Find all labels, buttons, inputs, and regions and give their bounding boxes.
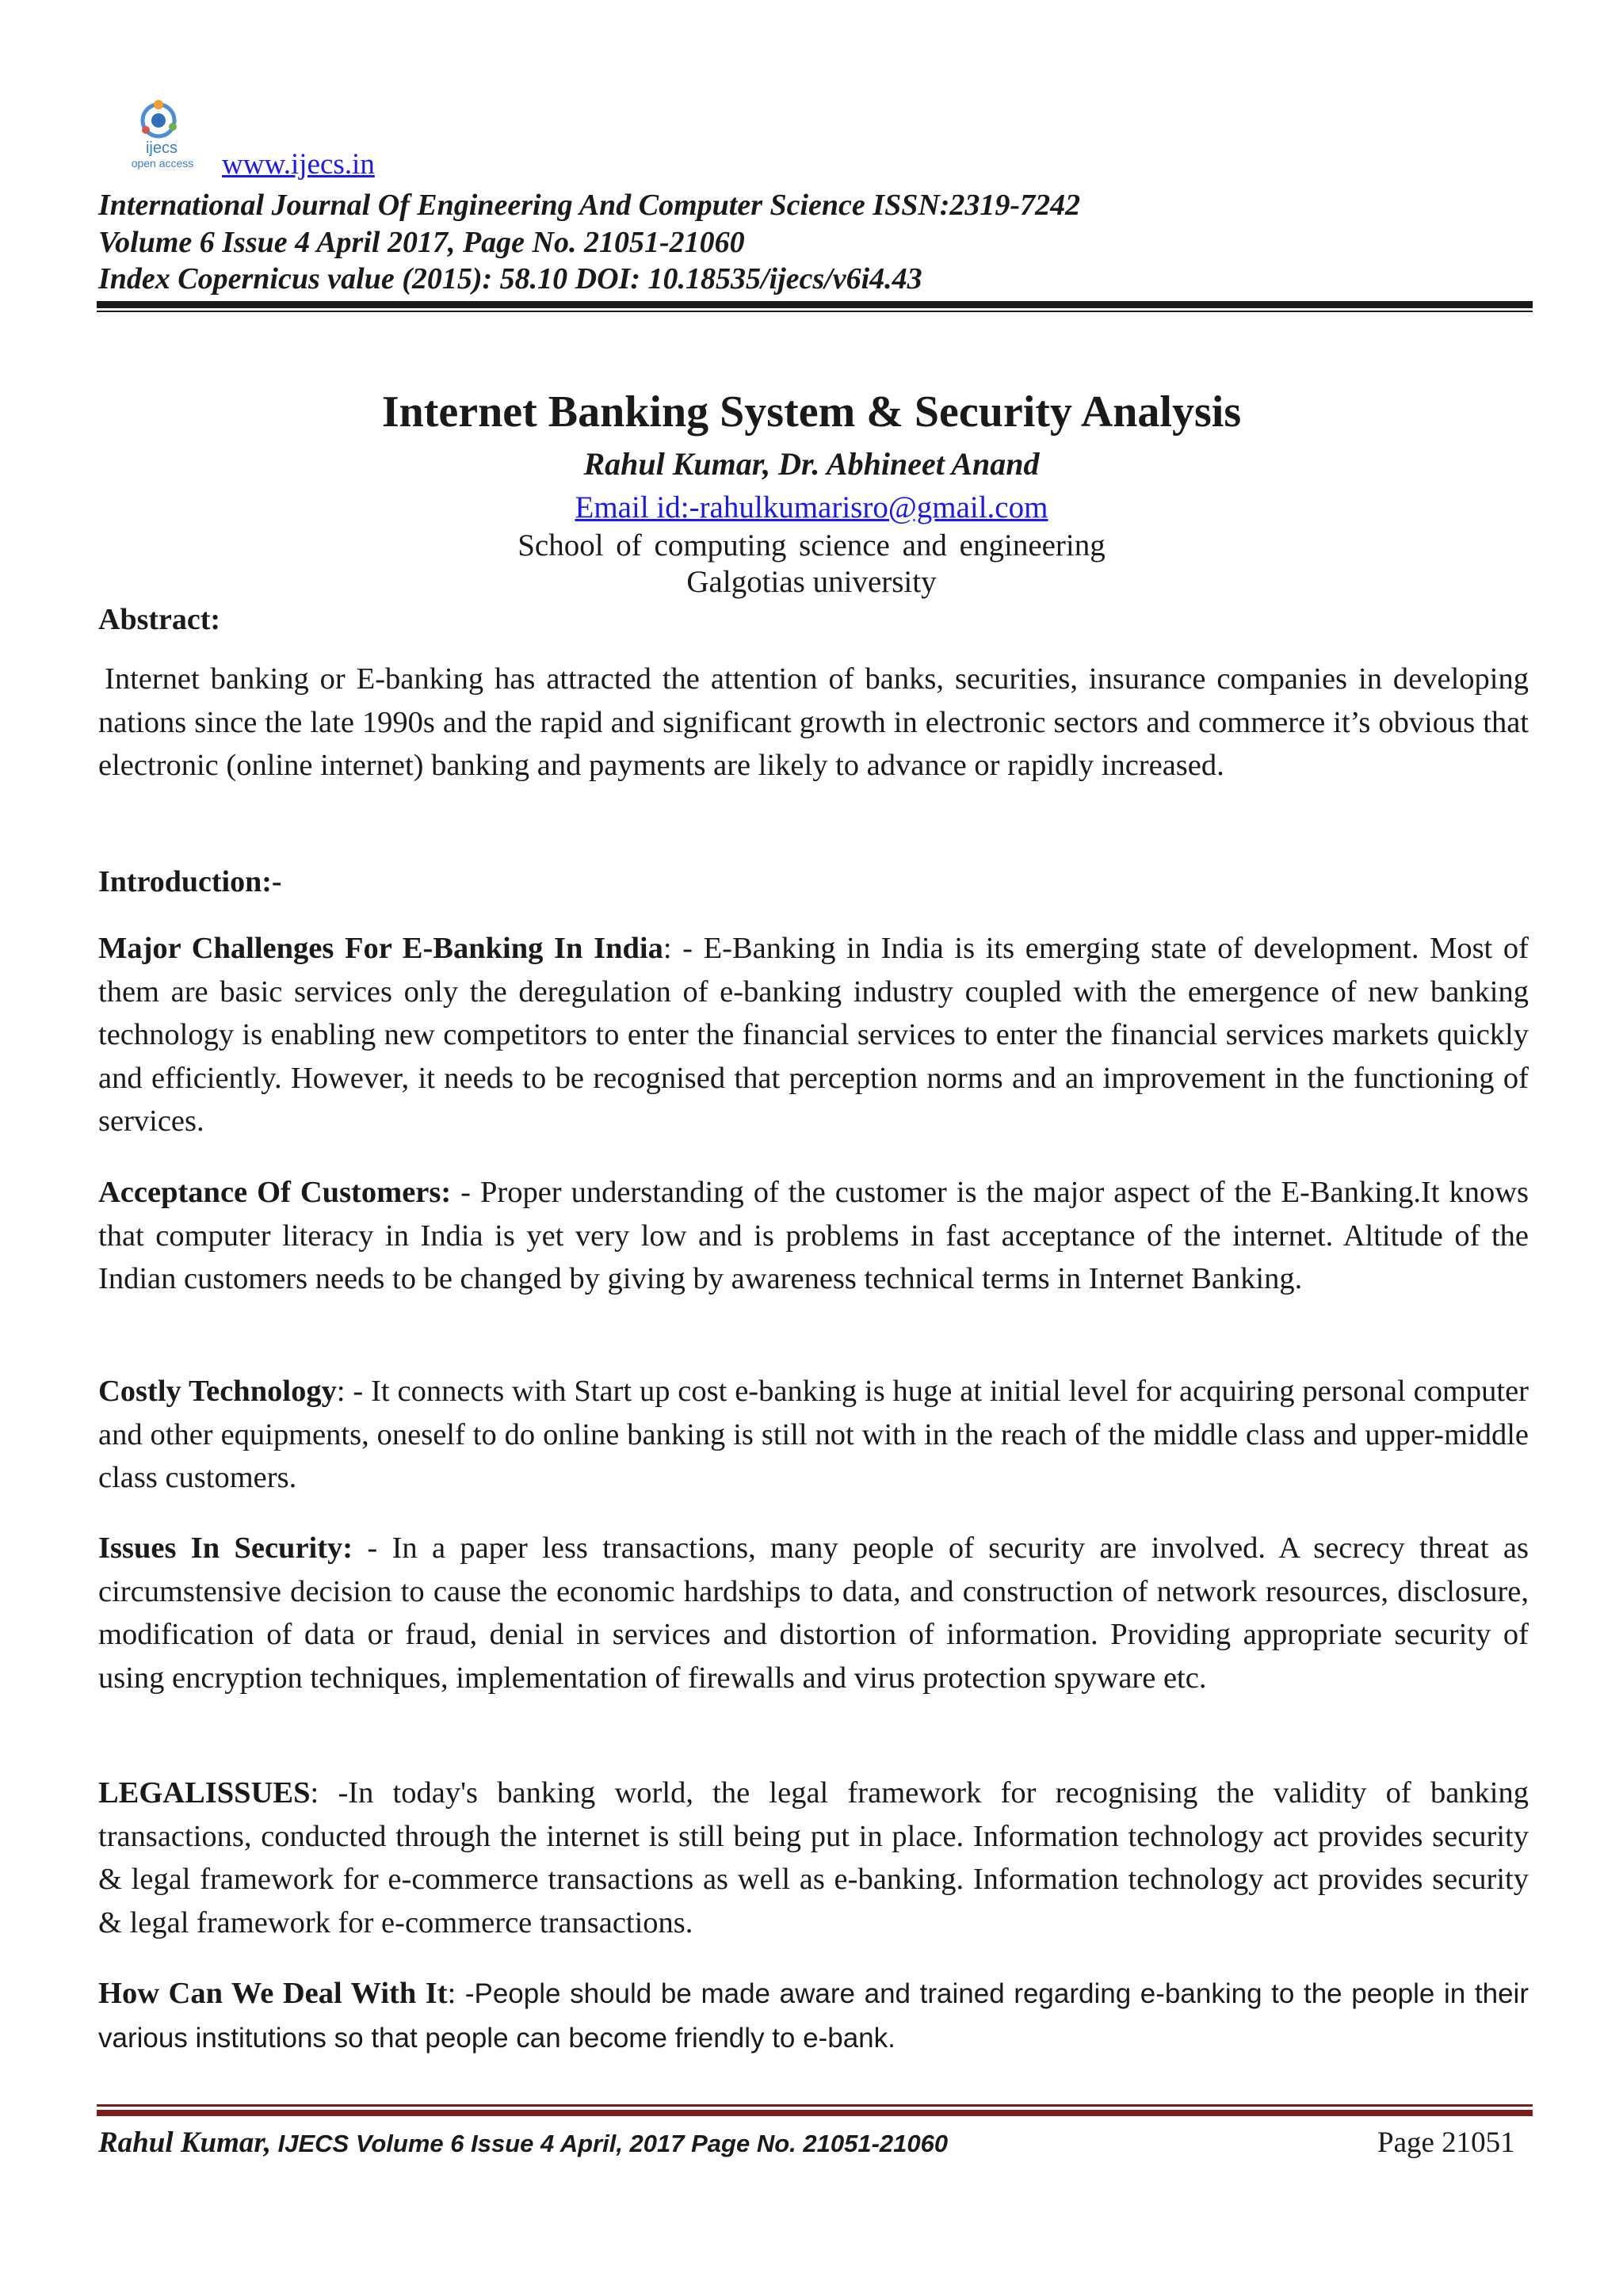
section-text: -In today's banking world, the legal framework for recognising the validity of banking transactions, conducted through the internet is still being put in place. Information technology act provides security & legal framework for e-commerce transactions as well as e-banking. Information technology act provides security & legal framework for e-commerce transactions. <box>98 1776 1529 1939</box>
footer-citation <box>98 2126 948 2160</box>
logo-text: ijecs <box>145 139 178 157</box>
journal-logo <box>119 93 206 170</box>
section-separator: : <box>447 1977 465 2010</box>
ijecs-logo-icon <box>136 98 181 143</box>
affiliation-department: School of computing science and engineering <box>517 528 1106 563</box>
section-major-challenges <box>98 927 1529 1143</box>
section-legal-issues <box>98 1772 1529 1944</box>
journal-volume-line: Volume 6 Issue 4 April 2017, Page No. 21051-21060 <box>98 226 745 259</box>
section-title: How Can We Deal With It <box>98 1977 448 2010</box>
section-text: Proper understanding of the customer is the major aspect of the E-Banking.It knows that computer literacy in India is yet very low and is problems in fast acceptance of the internet. Altitude of the Indian customers needs to be changed by giving by awareness technical terms in Internet Banking. <box>98 1176 1529 1295</box>
section-separator: : - <box>336 1375 372 1408</box>
section-text: -People should be made aware and trained regarding e-banking to the people in their various institutions so that people can become friendly to e-bank. <box>98 1978 1529 2054</box>
section-separator: : - <box>663 932 704 965</box>
page-number: Page 21051 <box>1377 2126 1515 2159</box>
section-text: It connects with Start up cost e-banking is huge at initial level for acquiring personal computer and other equipments, oneself to do online banking is still not with in the reach of the middle class and upper-middle class customers. <box>98 1375 1529 1494</box>
footer-rule <box>97 2110 1533 2116</box>
author-email-link[interactable]: Email id:-rahulkumarisro@gmail.com <box>575 490 1048 524</box>
footer-rule-thin <box>97 2104 1533 2107</box>
introduction-heading: Introduction:- <box>98 865 282 898</box>
section-costly-technology <box>98 1370 1529 1500</box>
section-text: E-Banking in India is its emerging state of development. Most of them are basic services only the deregulation of e-banking industry coupled with the emergence of new banking technology is enabling new competitors to enter the financial services to enter the financial services markets quickly and efficiently. However, it needs to be recognised that perception norms and an improvement in the functioning of services. <box>98 932 1529 1138</box>
section-separator: : <box>310 1776 338 1810</box>
section-separator: - <box>451 1176 480 1209</box>
journal-index-line: Index Copernicus value (2015): 58.10 DOI: 10.18535/ijecs/v6i4.43 <box>98 262 922 296</box>
footer-citation-text: IJECS Volume 6 Issue 4 April, 2017 Page No. 21051-21060 <box>271 2130 949 2157</box>
section-how-can-we-deal <box>98 1972 1529 2060</box>
section-issues-in-security <box>98 1527 1529 1699</box>
header-rule-thin <box>97 311 1533 312</box>
section-text: In a paper less transactions, many people of security are involved. A secrecy threat as circumstensive decision to cause the economic hardships to data, and construction of network resources, disclosure, modification of data or fraud, denial in services and distortion of information. Providing appropriate security of using encryption techniques, implementation of firewalls and virus protection spyware etc. <box>98 1531 1529 1695</box>
section-title: Issues In Security: <box>98 1531 353 1565</box>
journal-title-line: International Journal Of Engineering And Computer Science ISSN:2319-7242 <box>98 189 1081 222</box>
section-title: Acceptance Of Customers: <box>98 1176 452 1209</box>
logo-tagline: open access <box>131 157 194 170</box>
affiliation-university: Galgotias university <box>686 565 937 599</box>
site-url-link[interactable]: www.ijecs.in <box>222 148 375 181</box>
paper-authors: Rahul Kumar, Dr. Abhineet Anand <box>583 446 1040 482</box>
section-acceptance-of-customers <box>98 1171 1529 1301</box>
abstract-heading: Abstract: <box>98 603 221 636</box>
footer-author: Rahul Kumar, <box>98 2126 272 2159</box>
header-rule <box>97 301 1533 308</box>
section-separator: - <box>353 1531 392 1565</box>
abstract-text: Internet banking or E-banking has attracted the attention of banks, securities, insurance companies in developing nations since the late 1990s and the rapid and significant growth in electronic sectors and commerce it’s obvious that electronic (online internet) banking and payments are likely to advance or rapidly increased. <box>98 662 1529 782</box>
section-title: LEGALISSUES <box>98 1776 311 1810</box>
section-title: Costly Technology <box>98 1375 337 1408</box>
paper-title: Internet Banking System & Security Analysis <box>381 387 1242 437</box>
section-title: Major Challenges For E-Banking In India <box>98 932 663 965</box>
